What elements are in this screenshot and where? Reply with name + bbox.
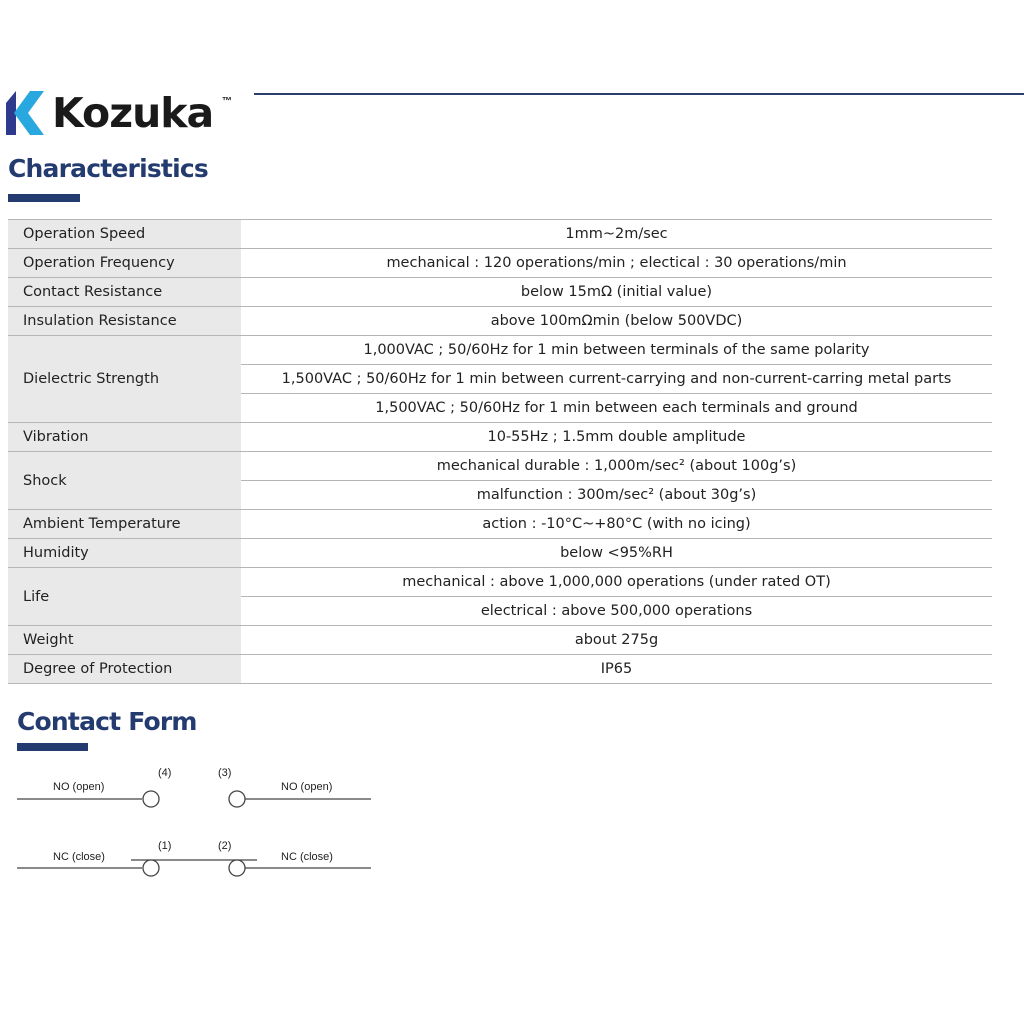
- row-label: Operation Speed: [8, 220, 241, 249]
- row-value: malfunction : 300m/sec² (about 30g’s): [241, 481, 992, 510]
- nc-right-label: NC (close): [281, 851, 333, 863]
- brand-name: Kozuka: [52, 89, 214, 137]
- no-left-label: NO (open): [53, 781, 105, 793]
- terminal-4-label: (4): [158, 767, 172, 779]
- terminal-2-label: (2): [218, 840, 232, 852]
- trademark: ™: [222, 96, 232, 107]
- row-label: Contact Resistance: [8, 278, 241, 307]
- row-value: below <95%RH: [241, 539, 992, 568]
- row-value: IP65: [241, 655, 992, 684]
- row-value: mechanical durable : 1,000m/sec² (about 100g’s): [241, 452, 992, 481]
- terminal-1-label: (1): [158, 840, 172, 852]
- row-value: 10-55Hz ; 1.5mm double amplitude: [241, 423, 992, 452]
- row-label: Shock: [8, 452, 241, 510]
- row-value: 1,500VAC ; 50/60Hz for 1 min between each terminals and ground: [241, 394, 992, 423]
- row-label: Weight: [8, 626, 241, 655]
- row-value: below 15mΩ (initial value): [241, 278, 992, 307]
- terminal-3-label: (3): [218, 767, 232, 779]
- row-value: action : -10°C~+80°C (with no icing): [241, 510, 992, 539]
- row-value: about 275g: [241, 626, 992, 655]
- characteristics-heading: Characteristics: [8, 154, 208, 183]
- row-value: mechanical : above 1,000,000 operations (under rated OT): [241, 568, 992, 597]
- row-label: Vibration: [8, 423, 241, 452]
- row-label: Degree of Protection: [8, 655, 241, 684]
- no-right-label: NO (open): [281, 781, 333, 793]
- terminal-1-icon: [143, 860, 159, 876]
- row-value: mechanical : 120 operations/min ; electical : 30 operations/min: [241, 249, 992, 278]
- row-label: Ambient Temperature: [8, 510, 241, 539]
- row-label: Dielectric Strength: [8, 336, 241, 423]
- row-label: Insulation Resistance: [8, 307, 241, 336]
- terminal-4-icon: [143, 791, 159, 807]
- row-label: Life: [8, 568, 241, 626]
- row-value: 1mm~2m/sec: [241, 220, 992, 249]
- terminal-3-icon: [229, 791, 245, 807]
- contact-form-heading: Contact Form: [17, 707, 197, 736]
- row-label: Operation Frequency: [8, 249, 241, 278]
- terminal-2-icon: [229, 860, 245, 876]
- row-value: 1,000VAC ; 50/60Hz for 1 min between terminals of the same polarity: [241, 336, 992, 365]
- row-value: 1,500VAC ; 50/60Hz for 1 min between current-carrying and non-current-carring metal parts: [241, 365, 992, 394]
- contact-form-diagram: [0, 0, 400, 900]
- nc-left-label: NC (close): [53, 851, 105, 863]
- row-label: Humidity: [8, 539, 241, 568]
- row-value: electrical : above 500,000 operations: [241, 597, 992, 626]
- row-value: above 100mΩmin (below 500VDC): [241, 307, 992, 336]
